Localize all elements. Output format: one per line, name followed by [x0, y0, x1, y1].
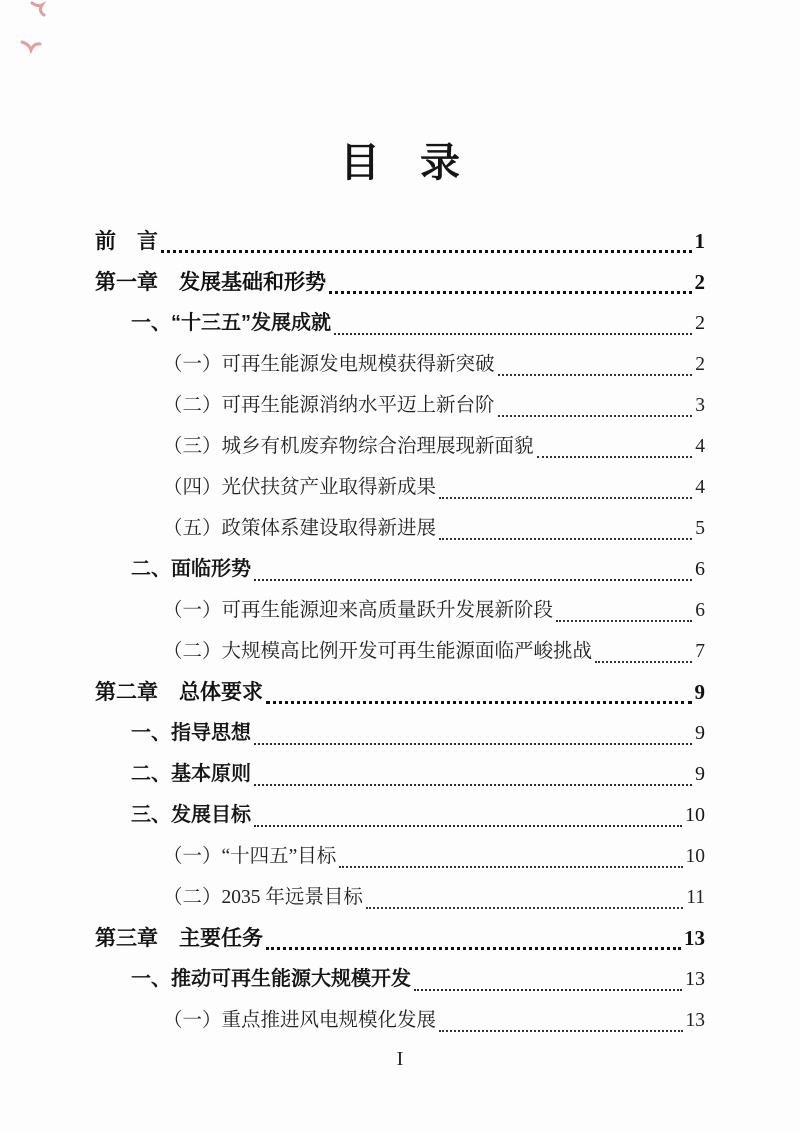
toc-entry-label: （一）“十四五”目标 [163, 846, 337, 867]
dot-leader [266, 947, 681, 950]
dot-leader [498, 415, 693, 417]
toc-row [95, 672, 705, 713]
dot-leader [537, 456, 693, 458]
toc-entry-page: 1 [694, 229, 705, 253]
toc-entry-page: 9 [695, 722, 705, 744]
toc-entry-page: 9 [694, 680, 705, 704]
toc-row [95, 303, 705, 344]
dot-leader [266, 701, 692, 704]
toc-entry-page: 13 [684, 926, 705, 950]
toc-entry-label: 第二章 总体要求 [95, 681, 263, 704]
toc-entry-page: 13 [685, 1010, 705, 1031]
toc-entry-page: 9 [695, 763, 705, 785]
dot-leader [329, 291, 692, 294]
toc-row [95, 508, 705, 549]
toc-entry-page: 5 [695, 518, 705, 539]
toc-row [95, 754, 705, 795]
toc-entry-label: 第一章 发展基础和形势 [95, 271, 326, 294]
dot-leader [439, 1030, 682, 1032]
toc-entry-label: 一、推动可再生能源大规模开发 [131, 968, 411, 990]
dot-leader [254, 579, 692, 581]
toc-entry-label: （三）城乡有机废弃物综合治理展现新面貌 [163, 436, 534, 457]
toc-entry-label: 前 言 [95, 230, 158, 253]
toc-entry-page: 4 [695, 436, 705, 457]
toc-entry-page: 2 [694, 270, 705, 294]
dot-leader [439, 497, 692, 499]
dot-leader [339, 866, 682, 868]
dot-leader [595, 661, 692, 663]
toc-entry-page: 11 [686, 887, 705, 908]
toc-row [95, 836, 705, 877]
toc-row [95, 877, 705, 918]
toc-row [95, 631, 705, 672]
toc-entry-page: 10 [685, 804, 705, 826]
dot-leader [254, 825, 682, 827]
toc-row [95, 1000, 705, 1041]
toc-row [95, 262, 705, 303]
dot-leader [161, 250, 692, 253]
dot-leader [414, 989, 682, 991]
dot-leader [254, 743, 692, 745]
toc-entry-label: 二、基本原则 [131, 763, 251, 785]
toc-row [95, 549, 705, 590]
toc-list [95, 221, 705, 1041]
toc-entry-label: 三、发展目标 [131, 804, 251, 826]
toc-entry-label: （二）可再生能源消纳水平迈上新台阶 [163, 395, 495, 416]
dot-leader [556, 620, 692, 622]
toc-entry-page: 3 [695, 395, 705, 416]
toc-row [95, 959, 705, 1000]
dot-leader [439, 538, 692, 540]
toc-entry-label: （二）2035 年远景目标 [163, 887, 363, 908]
dot-leader [366, 907, 683, 909]
toc-row [95, 221, 705, 262]
toc-entry-page: 2 [695, 312, 705, 334]
toc-row [95, 344, 705, 385]
toc-entry-label: （一）可再生能源迎来高质量跃升发展新阶段 [163, 600, 554, 621]
toc-row [95, 426, 705, 467]
toc-entry-label: 二、面临形势 [131, 558, 251, 580]
dot-leader [334, 333, 692, 335]
toc-row [95, 590, 705, 631]
toc-entry-label: 第三章 主要任务 [95, 927, 263, 950]
toc-entry-page: 4 [695, 477, 705, 498]
toc-entry-label: （一）重点推进风电规模化发展 [163, 1010, 437, 1031]
red-pen-marks [10, 0, 70, 70]
toc-row [95, 385, 705, 426]
toc-row [95, 918, 705, 959]
toc-entry-label: 一、指导思想 [131, 722, 251, 744]
page-title: 目 录 [340, 140, 460, 185]
toc-entry-label: 一、“十三五”发展成就 [131, 312, 331, 334]
toc-entry-label: （二）大规模高比例开发可再生能源面临严峻挑战 [163, 641, 593, 662]
toc-row [95, 713, 705, 754]
dot-leader [254, 784, 692, 786]
toc-entry-label: （一）可再生能源发电规模获得新突破 [163, 354, 495, 375]
dot-leader [498, 374, 693, 376]
toc-entry-page: 7 [695, 641, 705, 662]
toc-entry-page: 6 [695, 600, 705, 621]
toc-row [95, 795, 705, 836]
footer-page-number: I [396, 1048, 404, 1070]
toc-entry-label: （五）政策体系建设取得新进展 [163, 518, 437, 539]
toc-entry-label: （四）光伏扶贫产业取得新成果 [163, 477, 437, 498]
toc-entry-page: 6 [695, 558, 705, 580]
toc-row [95, 467, 705, 508]
toc-entry-page: 13 [685, 968, 705, 990]
toc-entry-page: 10 [685, 846, 705, 867]
toc-entry-page: 2 [695, 354, 705, 375]
